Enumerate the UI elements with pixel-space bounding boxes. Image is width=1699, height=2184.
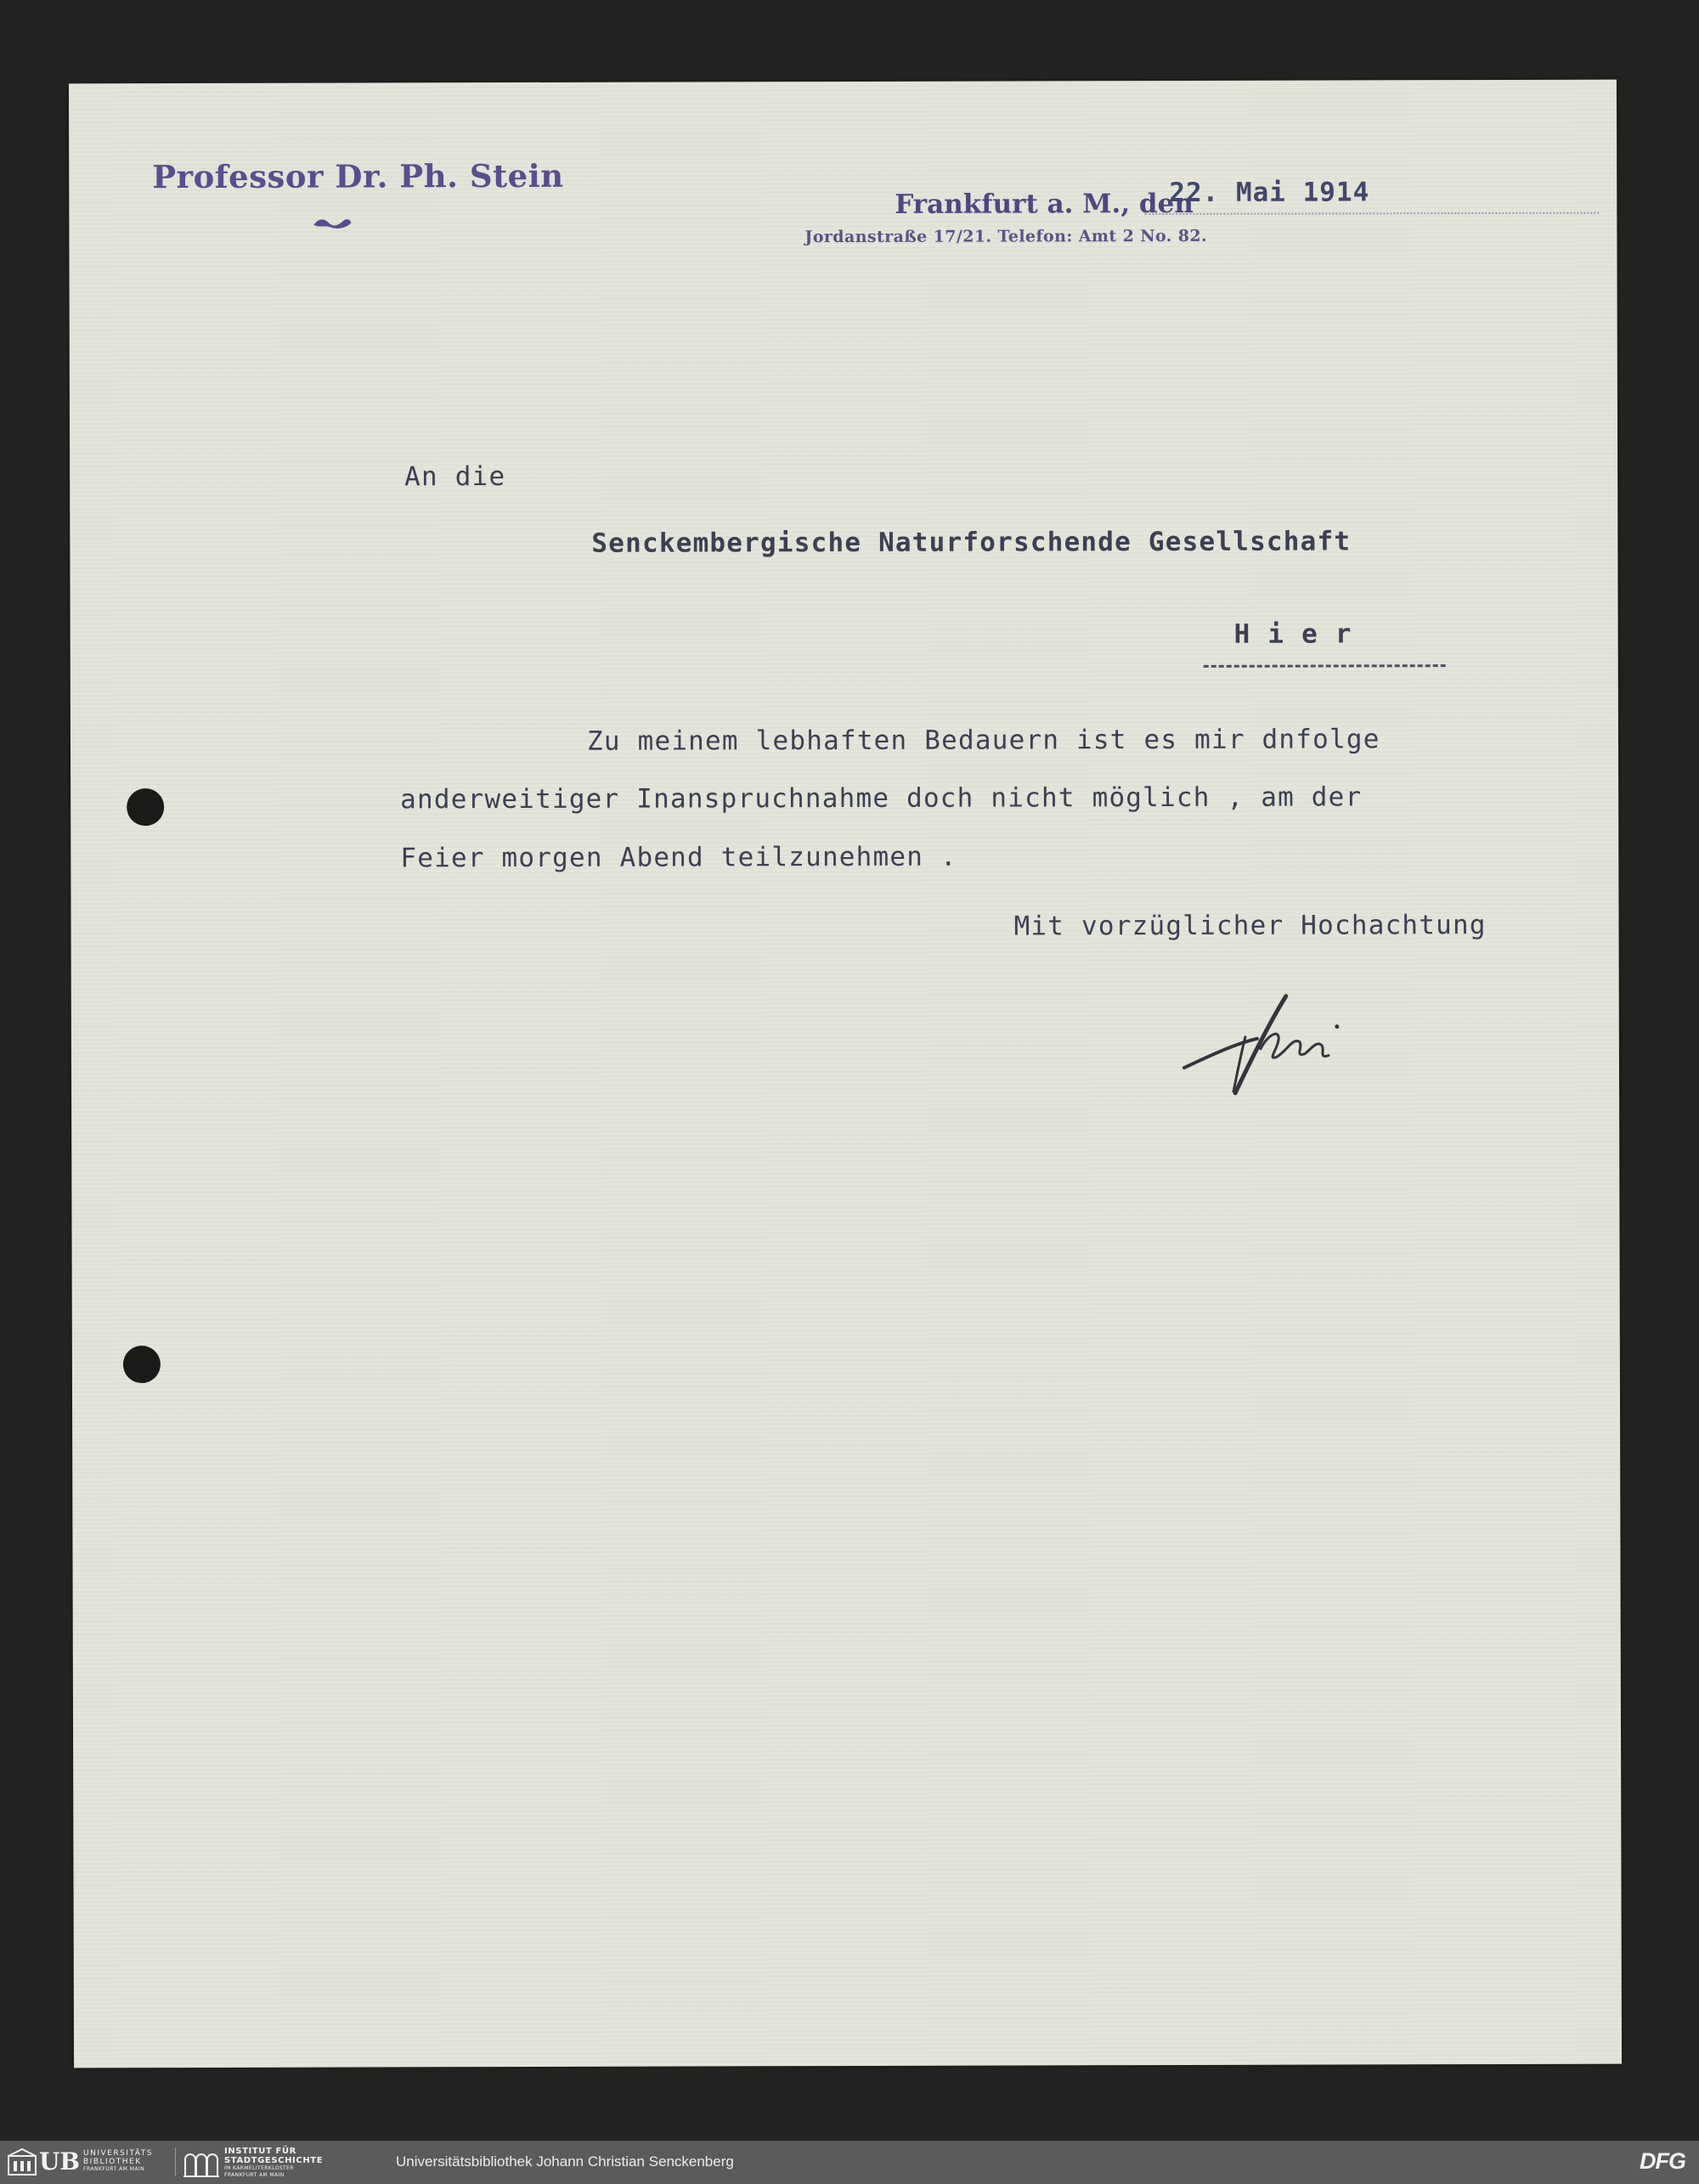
recipient: Senckembergische Naturforschende Gesellschaft	[591, 526, 1352, 559]
footer-separator	[175, 2147, 176, 2176]
body-line-1: Zu meinem lebhaften Bedauern ist es mir dnfolge	[586, 724, 1380, 757]
isg-line-2: STADTGESCHICHTE	[224, 2156, 324, 2165]
salutation: An die	[404, 461, 506, 493]
place-label: Frankfurt a. M., den	[895, 188, 1194, 220]
ub-line-1: UNIVERSITÄTS	[83, 2149, 153, 2158]
isg-line-4: FRANKFURT AM MAIN	[224, 2172, 285, 2178]
body-line-2: anderweitiger Inanspruchnahme doch nicht möglich , am der	[400, 782, 1363, 815]
punch-hole-lower	[123, 1346, 161, 1383]
letterhead-address: Jordanstraße 17/21. Telefon: Amt 2 No. 82.	[804, 226, 1208, 247]
date-dotted-line	[1144, 212, 1599, 215]
ub-line-3: FRANKFURT AM MAIN	[83, 2166, 145, 2172]
signature-icon	[1176, 989, 1363, 1100]
isg-line-1: INSTITUT FÜR	[224, 2147, 296, 2156]
isg-cloister-icon	[182, 2147, 221, 2178]
letter-sheet	[69, 80, 1622, 2068]
isg-line-3: IM KARMELITERKLOSTER	[224, 2165, 294, 2171]
letter-date: 22. Mai 1914	[1169, 177, 1370, 208]
punch-hole-upper	[127, 788, 164, 826]
footer-bar	[0, 2141, 1699, 2184]
ub-logo-text	[83, 2149, 153, 2173]
recipient-location: H i e r	[1233, 618, 1352, 650]
ub-line-2: BIBLIOTHEK	[83, 2158, 142, 2166]
closing: Mit vorzüglicher Hochachtung	[1013, 910, 1487, 942]
ub-building-icon	[7, 2147, 37, 2176]
isg-logo-text	[224, 2147, 323, 2179]
location-underline	[1204, 664, 1446, 668]
letterhead-name: Professor Dr. Ph. Stein	[152, 156, 564, 196]
body-line-3: Feier morgen Abend teilzunehmen .	[400, 841, 957, 874]
ub-logo-letters: UB	[39, 2147, 81, 2176]
dfg-logo: DFG	[1640, 2148, 1685, 2174]
library-name: Universitätsbibliothek Johann Christian Senckenberg	[396, 2153, 734, 2170]
letterhead-ornament-icon	[312, 217, 353, 230]
